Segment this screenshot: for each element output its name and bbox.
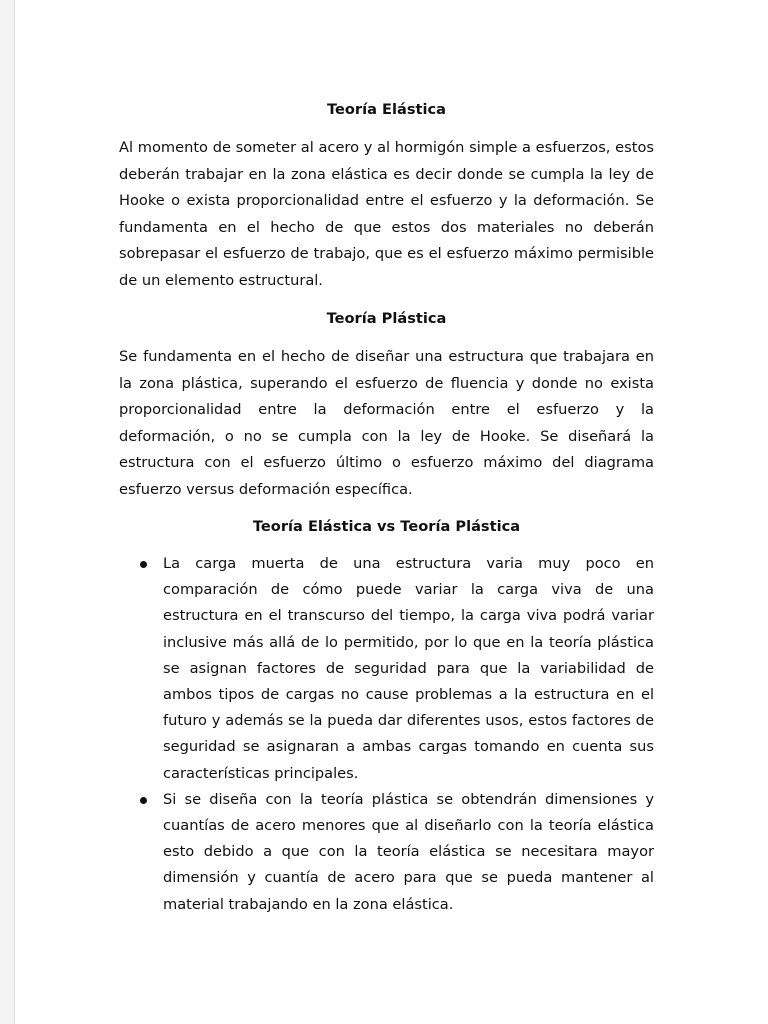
bullet-icon bbox=[140, 561, 147, 568]
document-page bbox=[14, 0, 768, 1024]
document-body bbox=[119, 97, 654, 918]
paragraph-teoria-elastica: Al momento de someter al acero y al hormigón simple a esfuerzos, estos deberán trabajar en la zona elástica es decir donde se cumpla la ley de Hooke o exista proporcionalidad entre el esfuerzo y la deformación. Se fundamenta en el hecho de que estos dos materiales no deberán sobrepasar el esfuerzo de trabajo, que es el esfuerzo máximo permisible de un elemento estructural. bbox=[119, 139, 654, 289]
bullet-text: La carga muerta de una estructura varia muy poco en comparación de cómo puede variar la carga viva de una estructura en el transcurso del tiempo, la carga viva podrá variar inclusive más allá de lo permitido, por lo que en la teoría plástica se asignan factores de seguridad para que la variabilidad de ambos tipos de cargas no cause problemas a la estructura en el futuro y además se la pueda dar diferentes usos, estos factores de seguridad se asignaran a ambas cargas tomando en cuenta sus características principales. bbox=[163, 555, 654, 782]
list-item bbox=[119, 551, 654, 787]
heading-comparison: Teoría Elástica vs Teoría Plástica bbox=[252, 518, 521, 535]
bullet-text: Si se diseña con la teoría plástica se obtendrán dimensiones y cuantías de acero menores que al diseñarlo con la teoría elástica esto debido a que con la teoría elástica se necesitara mayor dimensión y cuantía de acero para que se pueda mantener al material trabajando en la zona elástica. bbox=[163, 790, 654, 913]
paragraph-teoria-plastica: Se fundamenta en el hecho de diseñar una estructura que trabajara en la zona plástica, superando el esfuerzo de fluencia y donde no exista proporcionalidad entre la deformación entre el esfuerzo y la deformación, o no se cumpla con la ley de Hooke. Se diseñará la estructura con el esfuerzo último o esfuerzo máximo del diagrama esfuerzo versus deformación específica. bbox=[119, 348, 654, 498]
bullet-icon bbox=[140, 797, 147, 804]
heading-teoria-elastica: Teoría Elástica bbox=[326, 101, 447, 118]
list-item bbox=[119, 787, 654, 918]
comparison-bullet-list bbox=[119, 551, 654, 918]
heading-teoria-plastica: Teoría Plástica bbox=[326, 310, 447, 327]
